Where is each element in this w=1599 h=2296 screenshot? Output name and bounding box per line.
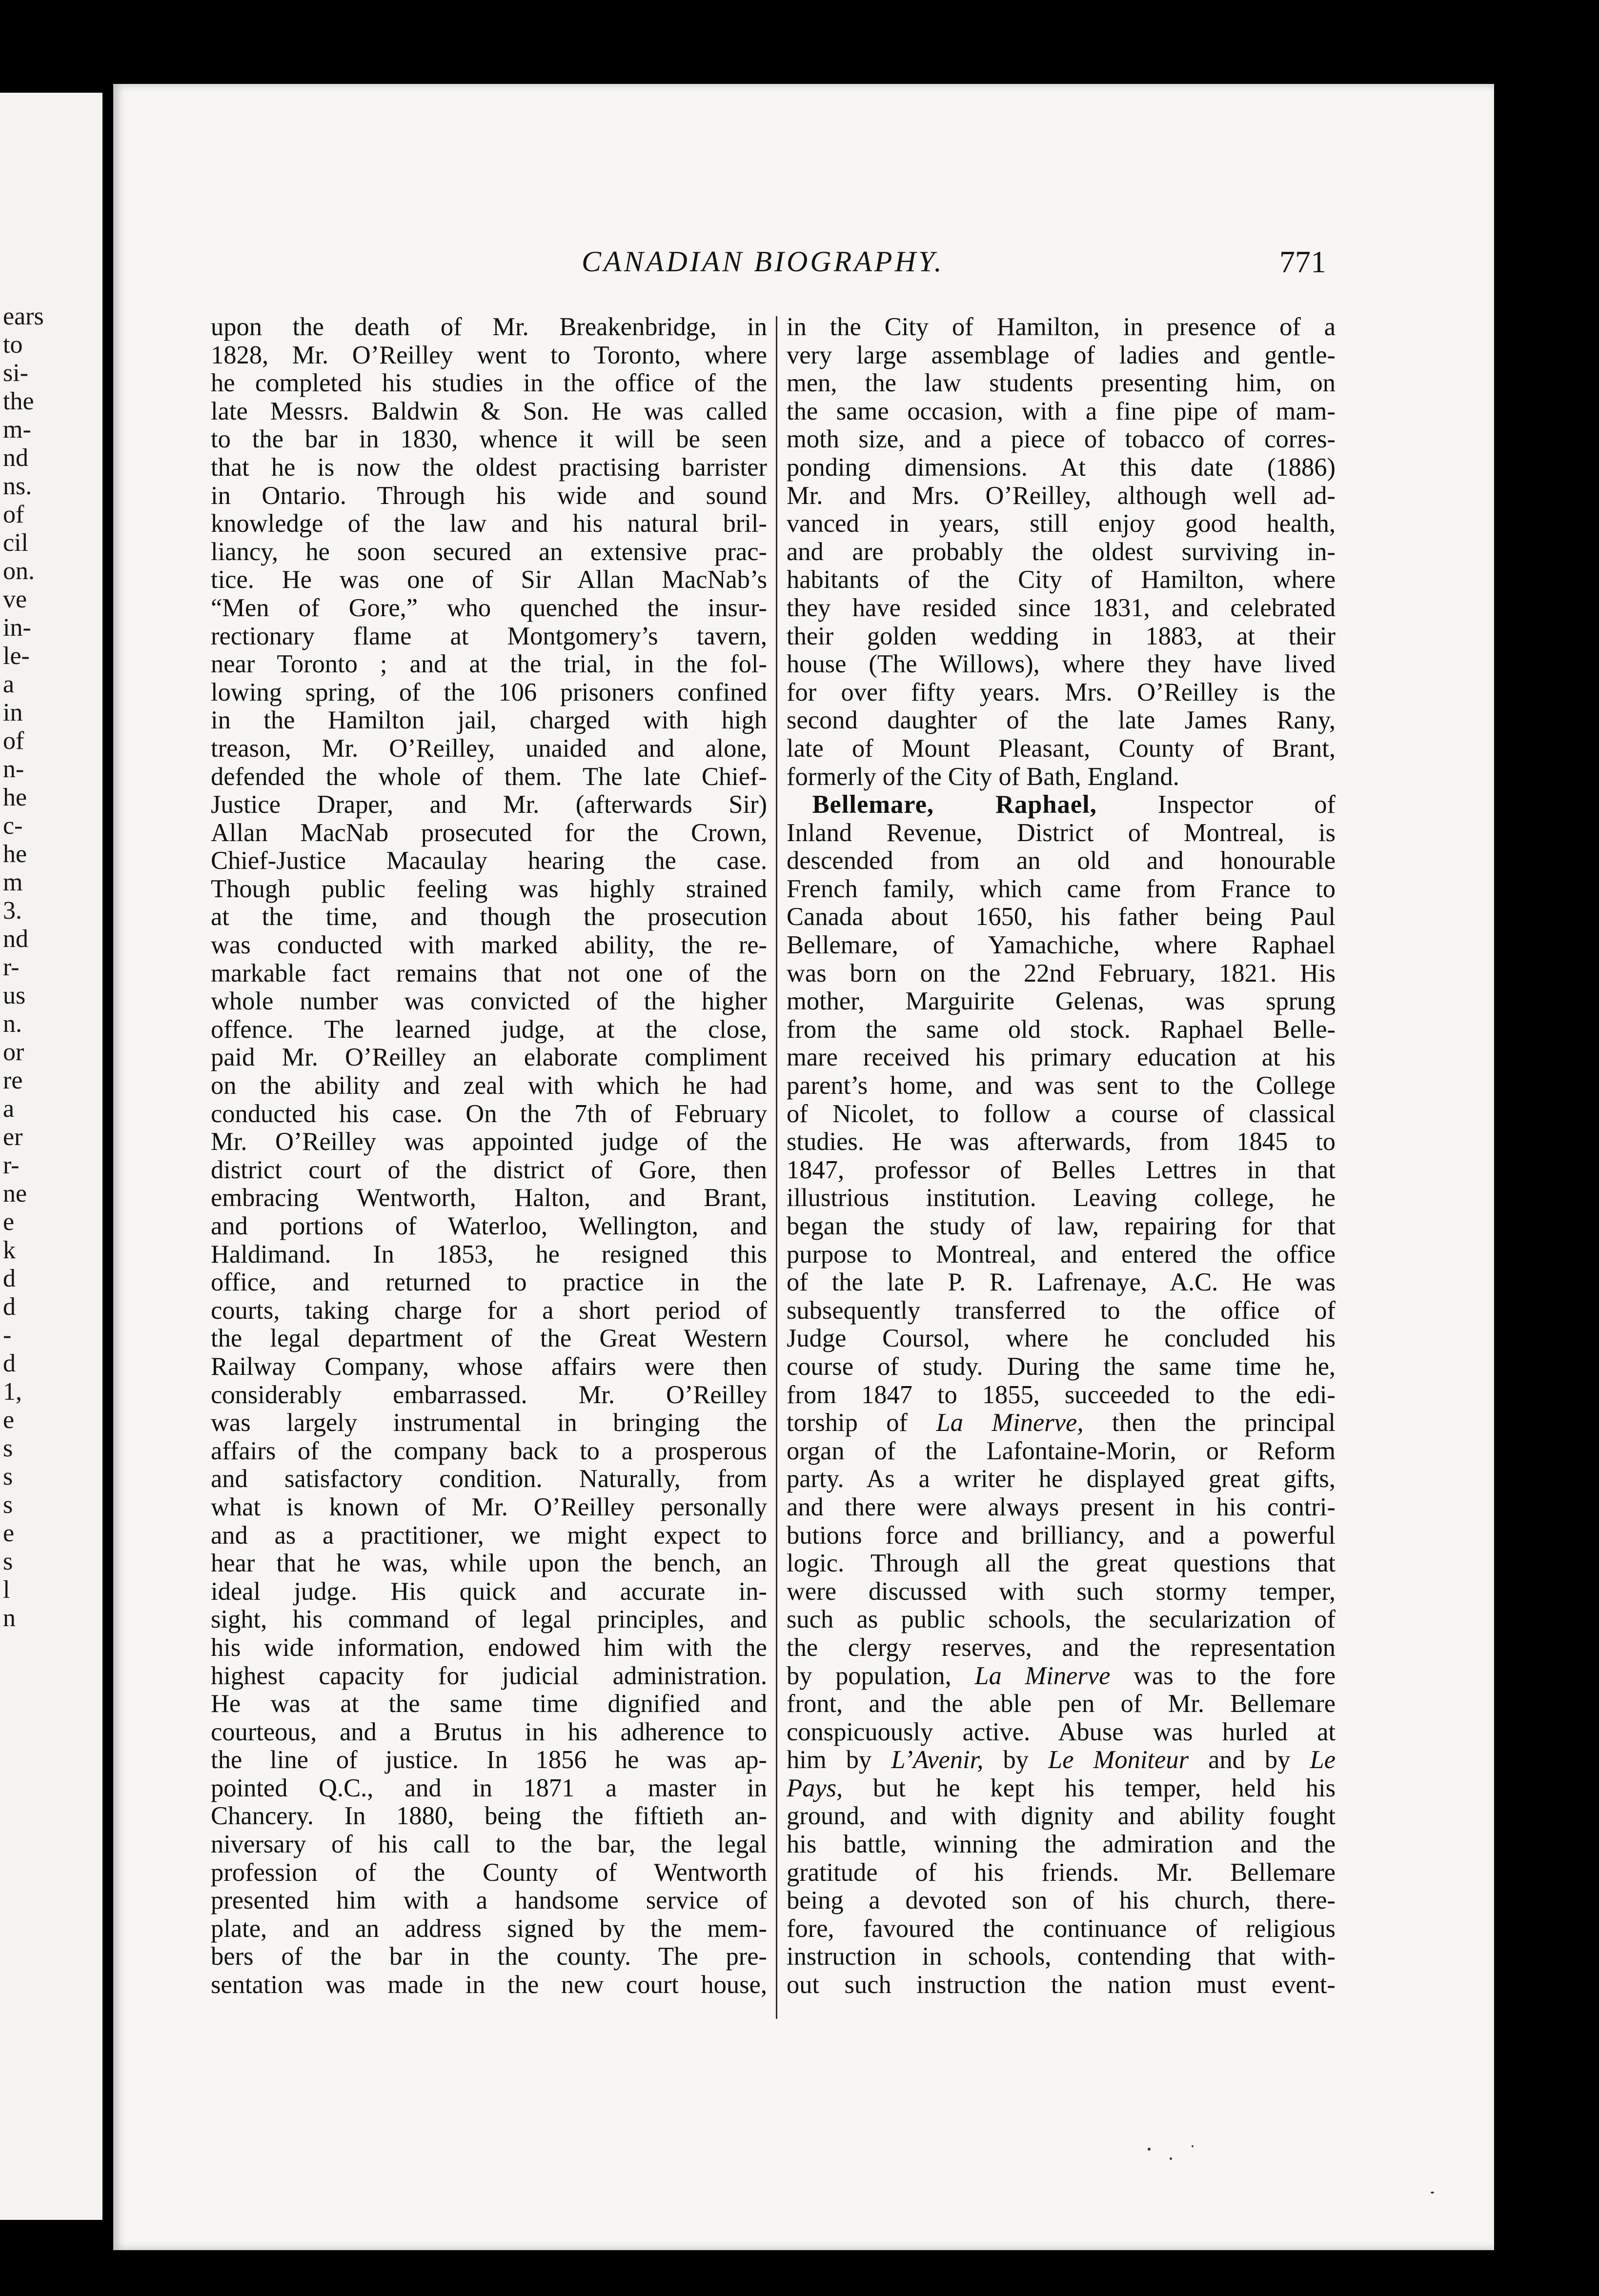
entry-heading-line xyxy=(787,791,1336,819)
text-line: house (The Willows), where they have lived xyxy=(787,650,1336,679)
text-line: habitants of the City of Hamilton, where xyxy=(787,566,1336,594)
text-line: in Ontario. Through his wide and sound xyxy=(211,482,767,510)
text-line: in the City of Hamilton, in presence of a xyxy=(787,313,1336,341)
newspaper-title: L’Avenir, xyxy=(891,1746,984,1774)
text-line: being a devoted son of his church, there- xyxy=(787,1887,1336,1915)
margin-fragment: s xyxy=(3,1491,13,1519)
text-line: Though public feeling was highly strained xyxy=(211,875,767,903)
text-line: out such instruction the nation must event- xyxy=(787,1971,1336,1999)
text-line: very large assemblage of ladies and gentle- xyxy=(787,341,1336,369)
text-line xyxy=(787,1746,1336,1774)
text-line: the same occasion, with a fine pipe of mam- xyxy=(787,397,1336,425)
text-line: bers of the bar in the county. The pre- xyxy=(211,1943,767,1971)
margin-fragment: a xyxy=(3,670,15,698)
margin-fragment: m- xyxy=(3,416,31,443)
newspaper-title: Pays, xyxy=(787,1774,843,1802)
text-line: what is known of Mr. O’Reilley personally xyxy=(211,1493,767,1521)
margin-fragment: us xyxy=(3,982,26,1009)
margin-fragment: d xyxy=(3,1265,16,1292)
text-line: considerably embarrassed. Mr. O’Reilley xyxy=(211,1381,767,1409)
text-line: subsequently transferred to the office of xyxy=(787,1296,1336,1325)
text-line: French family, which came from France to xyxy=(787,875,1336,903)
text-line: and there were always present in his contri- xyxy=(787,1493,1336,1521)
text-line: party. As a writer he displayed great gifts, xyxy=(787,1465,1336,1493)
text-line: of Nicolet, to follow a course of classical xyxy=(787,1100,1336,1128)
text-line: courteous, and a Brutus in his adherence to xyxy=(211,1718,767,1746)
text-line: was conducted with marked ability, the re- xyxy=(211,931,767,960)
text-line: course of study. During the same time he, xyxy=(787,1352,1336,1381)
text-line: He was at the same time dignified and xyxy=(211,1690,767,1718)
text-line: on the ability and zeal with which he had xyxy=(211,1072,767,1100)
margin-fragment: s xyxy=(3,1434,13,1462)
text-line: in the Hamilton jail, charged with high xyxy=(211,706,767,735)
text-line: conspicuously active. Abuse was hurled at xyxy=(787,1718,1336,1746)
margin-fragment: re xyxy=(3,1067,23,1094)
text-line: “Men of Gore,” who quenched the insur- xyxy=(211,594,767,622)
text-line: and as a practitioner, we might expect to xyxy=(211,1521,767,1550)
margin-fragment: - xyxy=(3,1321,12,1349)
print-speck xyxy=(1431,2192,1434,2194)
text-line: pointed Q.C., and in 1871 a master in xyxy=(211,1774,767,1802)
text-line: from the same old stock. Raphael Belle- xyxy=(787,1015,1336,1044)
text-line: highest capacity for judicial administration. xyxy=(211,1662,767,1690)
text-line: formerly of the City of Bath, England. xyxy=(787,763,1179,791)
margin-fragment: d xyxy=(3,1349,16,1377)
text-line: such as public schools, the secularization of xyxy=(787,1606,1336,1634)
text-line: to the bar in 1830, whence it will be seen xyxy=(211,425,767,454)
text-line: ideal judge. His quick and accurate in- xyxy=(211,1577,767,1606)
margin-fragment: the xyxy=(3,387,34,415)
margin-fragment: he xyxy=(3,840,27,868)
text-line: Justice Draper, and Mr. (afterwards Sir) xyxy=(211,791,767,819)
text-line: Mr. O’Reilley was appointed judge of the xyxy=(211,1128,767,1156)
margin-fragment: e xyxy=(3,1519,15,1547)
text-line: parent’s home, and was sent to the College xyxy=(787,1072,1336,1100)
text-line: district court of the district of Gore, then xyxy=(211,1156,767,1184)
margin-fragment: le- xyxy=(3,642,30,670)
text-line: affairs of the company back to a prosperous xyxy=(211,1437,767,1465)
print-speck xyxy=(1192,2145,1194,2147)
margin-fragment: si- xyxy=(3,359,28,387)
text-line: plate, and an address signed by the mem- xyxy=(211,1914,767,1943)
text-line: he completed his studies in the office of the xyxy=(211,369,767,398)
text-line: 1828, Mr. O’Reilley went to Toronto, where xyxy=(211,341,767,369)
text-line: Bellemare, of Yamachiche, where Raphael xyxy=(787,931,1336,960)
text-line: were discussed with such stormy temper, xyxy=(787,1577,1336,1606)
newspaper-title: La Minerve, xyxy=(936,1409,1084,1437)
text-run: and by xyxy=(1189,1746,1310,1774)
text-line: they have resided since 1831, and celebrated xyxy=(787,594,1336,622)
margin-fragment: c- xyxy=(3,812,23,840)
text-line: office, and returned to practice in the xyxy=(211,1269,767,1297)
text-line: near Toronto ; and at the trial, in the fol- xyxy=(211,650,767,679)
text-line: of the late P. R. Lafrenaye, A.C. He was xyxy=(787,1269,1336,1297)
text-line: their golden wedding in 1883, at their xyxy=(787,622,1336,650)
text-line: for over fifty years. Mrs. O’Reilley is the xyxy=(787,678,1336,706)
margin-fragment: e xyxy=(3,1208,15,1236)
page-number: 771 xyxy=(1279,244,1326,279)
text-line: Chancery. In 1880, being the fiftieth an- xyxy=(211,1802,767,1831)
margin-fragment: d xyxy=(3,1293,16,1321)
margin-fragment: n. xyxy=(3,1010,22,1038)
text-line: the clergy reserves, and the representation xyxy=(787,1633,1336,1662)
text-line: late of Mount Pleasant, County of Brant, xyxy=(787,734,1336,763)
text-line: gratitude of his friends. Mr. Bellemare xyxy=(787,1858,1336,1887)
text-line: Canada about 1650, his father being Paul xyxy=(787,903,1336,931)
text-line: courts, taking charge for a short period of xyxy=(211,1296,767,1325)
text-line: Haldimand. In 1853, he resigned this xyxy=(211,1240,767,1269)
text-line: Judge Coursol, where he concluded his xyxy=(787,1325,1336,1353)
margin-fragment: on. xyxy=(3,557,35,585)
text-line xyxy=(787,1662,1336,1691)
text-line: profession of the County of Wentworth xyxy=(211,1858,767,1887)
text-line: butions force and brilliancy, and a powerful xyxy=(787,1521,1336,1550)
margin-fragment: 1, xyxy=(3,1378,22,1406)
text-line: sentation was made in the new court house, xyxy=(211,1971,767,1999)
text-line: was largely instrumental in bringing the xyxy=(211,1409,767,1437)
text-line: liancy, he soon secured an extensive prac- xyxy=(211,538,767,566)
column-divider xyxy=(776,316,777,2019)
running-title: CANADIAN BIOGRAPHY. xyxy=(582,245,944,278)
margin-fragment: m xyxy=(3,868,23,896)
text-line: niversary of his call to the bar, the legal xyxy=(211,1831,767,1859)
text-run: was to the fore xyxy=(1110,1662,1336,1690)
text-line: Inland Revenue, District of Montreal, is xyxy=(787,819,1336,847)
text-line: and portions of Waterloo, Wellington, and xyxy=(211,1212,767,1240)
margin-fragment: ve xyxy=(3,585,27,613)
text-line: defended the whole of them. The late Chief- xyxy=(211,763,767,791)
text-line: instruction in schools, contending that with- xyxy=(787,1943,1336,1971)
text-line: logic. Through all the great questions that xyxy=(787,1550,1336,1578)
text-run: him by xyxy=(787,1746,891,1774)
margin-fragment: nd xyxy=(3,925,28,953)
margin-fragment: e xyxy=(3,1406,15,1434)
text-line: whole number was convicted of the higher xyxy=(211,987,767,1016)
margin-fragment: a xyxy=(3,1095,15,1123)
margin-fragment: nd xyxy=(3,444,28,472)
text-line: the legal department of the Great Western xyxy=(211,1325,767,1353)
text-run: by xyxy=(983,1746,1049,1774)
margin-fragment: or xyxy=(3,1038,24,1066)
newspaper-title: La Minerve xyxy=(974,1662,1111,1690)
margin-fragment: he xyxy=(3,784,27,811)
margin-fragment: in- xyxy=(3,614,31,642)
newspaper-title: Le xyxy=(1310,1746,1336,1774)
text-line: the line of justice. In 1856 he was ap- xyxy=(211,1746,767,1774)
text-line: tice. He was one of Sir Allan MacNab’s xyxy=(211,566,767,594)
text-line: from 1847 to 1855, succeeded to the edi- xyxy=(787,1381,1336,1409)
text-line: purpose to Montreal, and entered the office xyxy=(787,1240,1336,1269)
book-page xyxy=(113,84,1494,2250)
adjacent-page-fragment xyxy=(0,93,102,2220)
text-line: Chief-Justice Macaulay hearing the case. xyxy=(211,847,767,875)
margin-fragment: ns. xyxy=(3,472,32,500)
text-line: Allan MacNab prosecuted for the Crown, xyxy=(211,819,767,847)
text-line: mother, Marguirite Gelenas, was sprung xyxy=(787,987,1336,1016)
text-line: ponding dimensions. At this date (1886) xyxy=(787,453,1336,482)
print-speck xyxy=(1170,2157,1172,2160)
text-line: moth size, and a piece of tobacco of corres- xyxy=(787,425,1336,454)
text-line: Inspector of xyxy=(1157,791,1336,819)
margin-fragment: to xyxy=(3,331,23,359)
text-line: knowledge of the law and his natural bril- xyxy=(211,510,767,538)
running-head xyxy=(113,245,1494,289)
margin-fragment: 3. xyxy=(3,897,22,925)
text-line: fore, favoured the continuance of religious xyxy=(787,1914,1336,1943)
text-line: sight, his command of legal principles, and xyxy=(211,1606,767,1634)
text-line: studies. He was afterwards, from 1845 to xyxy=(787,1128,1336,1156)
text-line: embracing Wentworth, Halton, and Brant, xyxy=(211,1184,767,1212)
text-line: second daughter of the late James Rany, xyxy=(787,706,1336,735)
text-line: ground, and with dignity and ability fought xyxy=(787,1802,1336,1831)
text-line: 1847, professor of Belles Lettres in that xyxy=(787,1156,1336,1184)
right-column xyxy=(787,313,1336,1999)
text-line: front, and the able pen of Mr. Bellemare xyxy=(787,1690,1336,1718)
text-line: markable fact remains that not one of the xyxy=(211,959,767,987)
text-line: at the time, and though the prosecution xyxy=(211,903,767,931)
margin-fragment: ears xyxy=(3,302,44,330)
text-line: vanced in years, still enjoy good health, xyxy=(787,510,1336,538)
text-line: illustrious institution. Leaving college, he xyxy=(787,1184,1336,1212)
newspaper-title: Le Moniteur xyxy=(1048,1746,1189,1774)
text-line: Mr. and Mrs. O’Reilley, although well ad- xyxy=(787,482,1336,510)
text-line: offence. The learned judge, at the close, xyxy=(211,1015,767,1044)
text-line: began the study of law, repairing for that xyxy=(787,1212,1336,1240)
margin-fragment: r- xyxy=(3,1151,20,1179)
text-line: his battle, winning the admiration and the xyxy=(787,1831,1336,1859)
margin-fragment: r- xyxy=(3,953,20,981)
text-line: and satisfactory condition. Naturally, from xyxy=(211,1465,767,1493)
margin-fragment: n- xyxy=(3,755,24,783)
text-run: by population, xyxy=(787,1662,975,1690)
text-line: conducted his case. On the 7th of February xyxy=(211,1100,767,1128)
text-line: presented him with a handsome service of xyxy=(211,1887,767,1915)
text-line: late Messrs. Baldwin & Son. He was called xyxy=(211,397,767,425)
entry-name: Bellemare, Raphael, xyxy=(812,791,1097,819)
margin-fragment: n xyxy=(3,1604,16,1632)
text-run: but he kept his temper, held his xyxy=(843,1774,1336,1802)
margin-fragment: l xyxy=(3,1576,10,1604)
text-line: was born on the 22nd February, 1821. His xyxy=(787,959,1336,987)
text-line: organ of the Lafontaine-Morin, or Reform xyxy=(787,1437,1336,1465)
text-line: rectionary flame at Montgomery’s tavern, xyxy=(211,622,767,650)
text-line: men, the law students presenting him, on xyxy=(787,369,1336,398)
margin-fragment: of xyxy=(3,727,24,755)
text-line: mare received his primary education at his xyxy=(787,1044,1336,1072)
margin-fragment: ne xyxy=(3,1180,27,1208)
text-line: hear that he was, while upon the bench, an xyxy=(211,1550,767,1578)
margin-fragment: in xyxy=(3,699,23,726)
text-line xyxy=(787,1409,1336,1437)
margin-fragment: s xyxy=(3,1548,13,1575)
text-line: that he is now the oldest practising barrister xyxy=(211,453,767,482)
margin-fragment: cil xyxy=(3,529,28,557)
left-column xyxy=(211,313,767,1999)
text-line: Railway Company, whose affairs were then xyxy=(211,1352,767,1381)
margin-fragment: s xyxy=(3,1463,13,1490)
margin-fragment: of xyxy=(3,501,24,528)
text-line: paid Mr. O’Reilley an elaborate compliment xyxy=(211,1044,767,1072)
text-line: and are probably the oldest surviving in- xyxy=(787,538,1336,566)
margin-fragment: er xyxy=(3,1123,23,1151)
text-line: upon the death of Mr. Breakenbridge, in xyxy=(211,313,767,341)
text-line: his wide information, endowed him with the xyxy=(211,1633,767,1662)
text-line: descended from an old and honourable xyxy=(787,847,1336,875)
text-run: then the principal xyxy=(1083,1409,1336,1437)
text-line xyxy=(787,1774,1336,1803)
text-line: lowing spring, of the 106 prisoners confined xyxy=(211,678,767,706)
text-line: treason, Mr. O’Reilley, unaided and alone, xyxy=(211,734,767,763)
print-speck xyxy=(1148,2148,1151,2151)
margin-fragment: k xyxy=(3,1236,16,1264)
text-run: torship of xyxy=(787,1409,936,1437)
